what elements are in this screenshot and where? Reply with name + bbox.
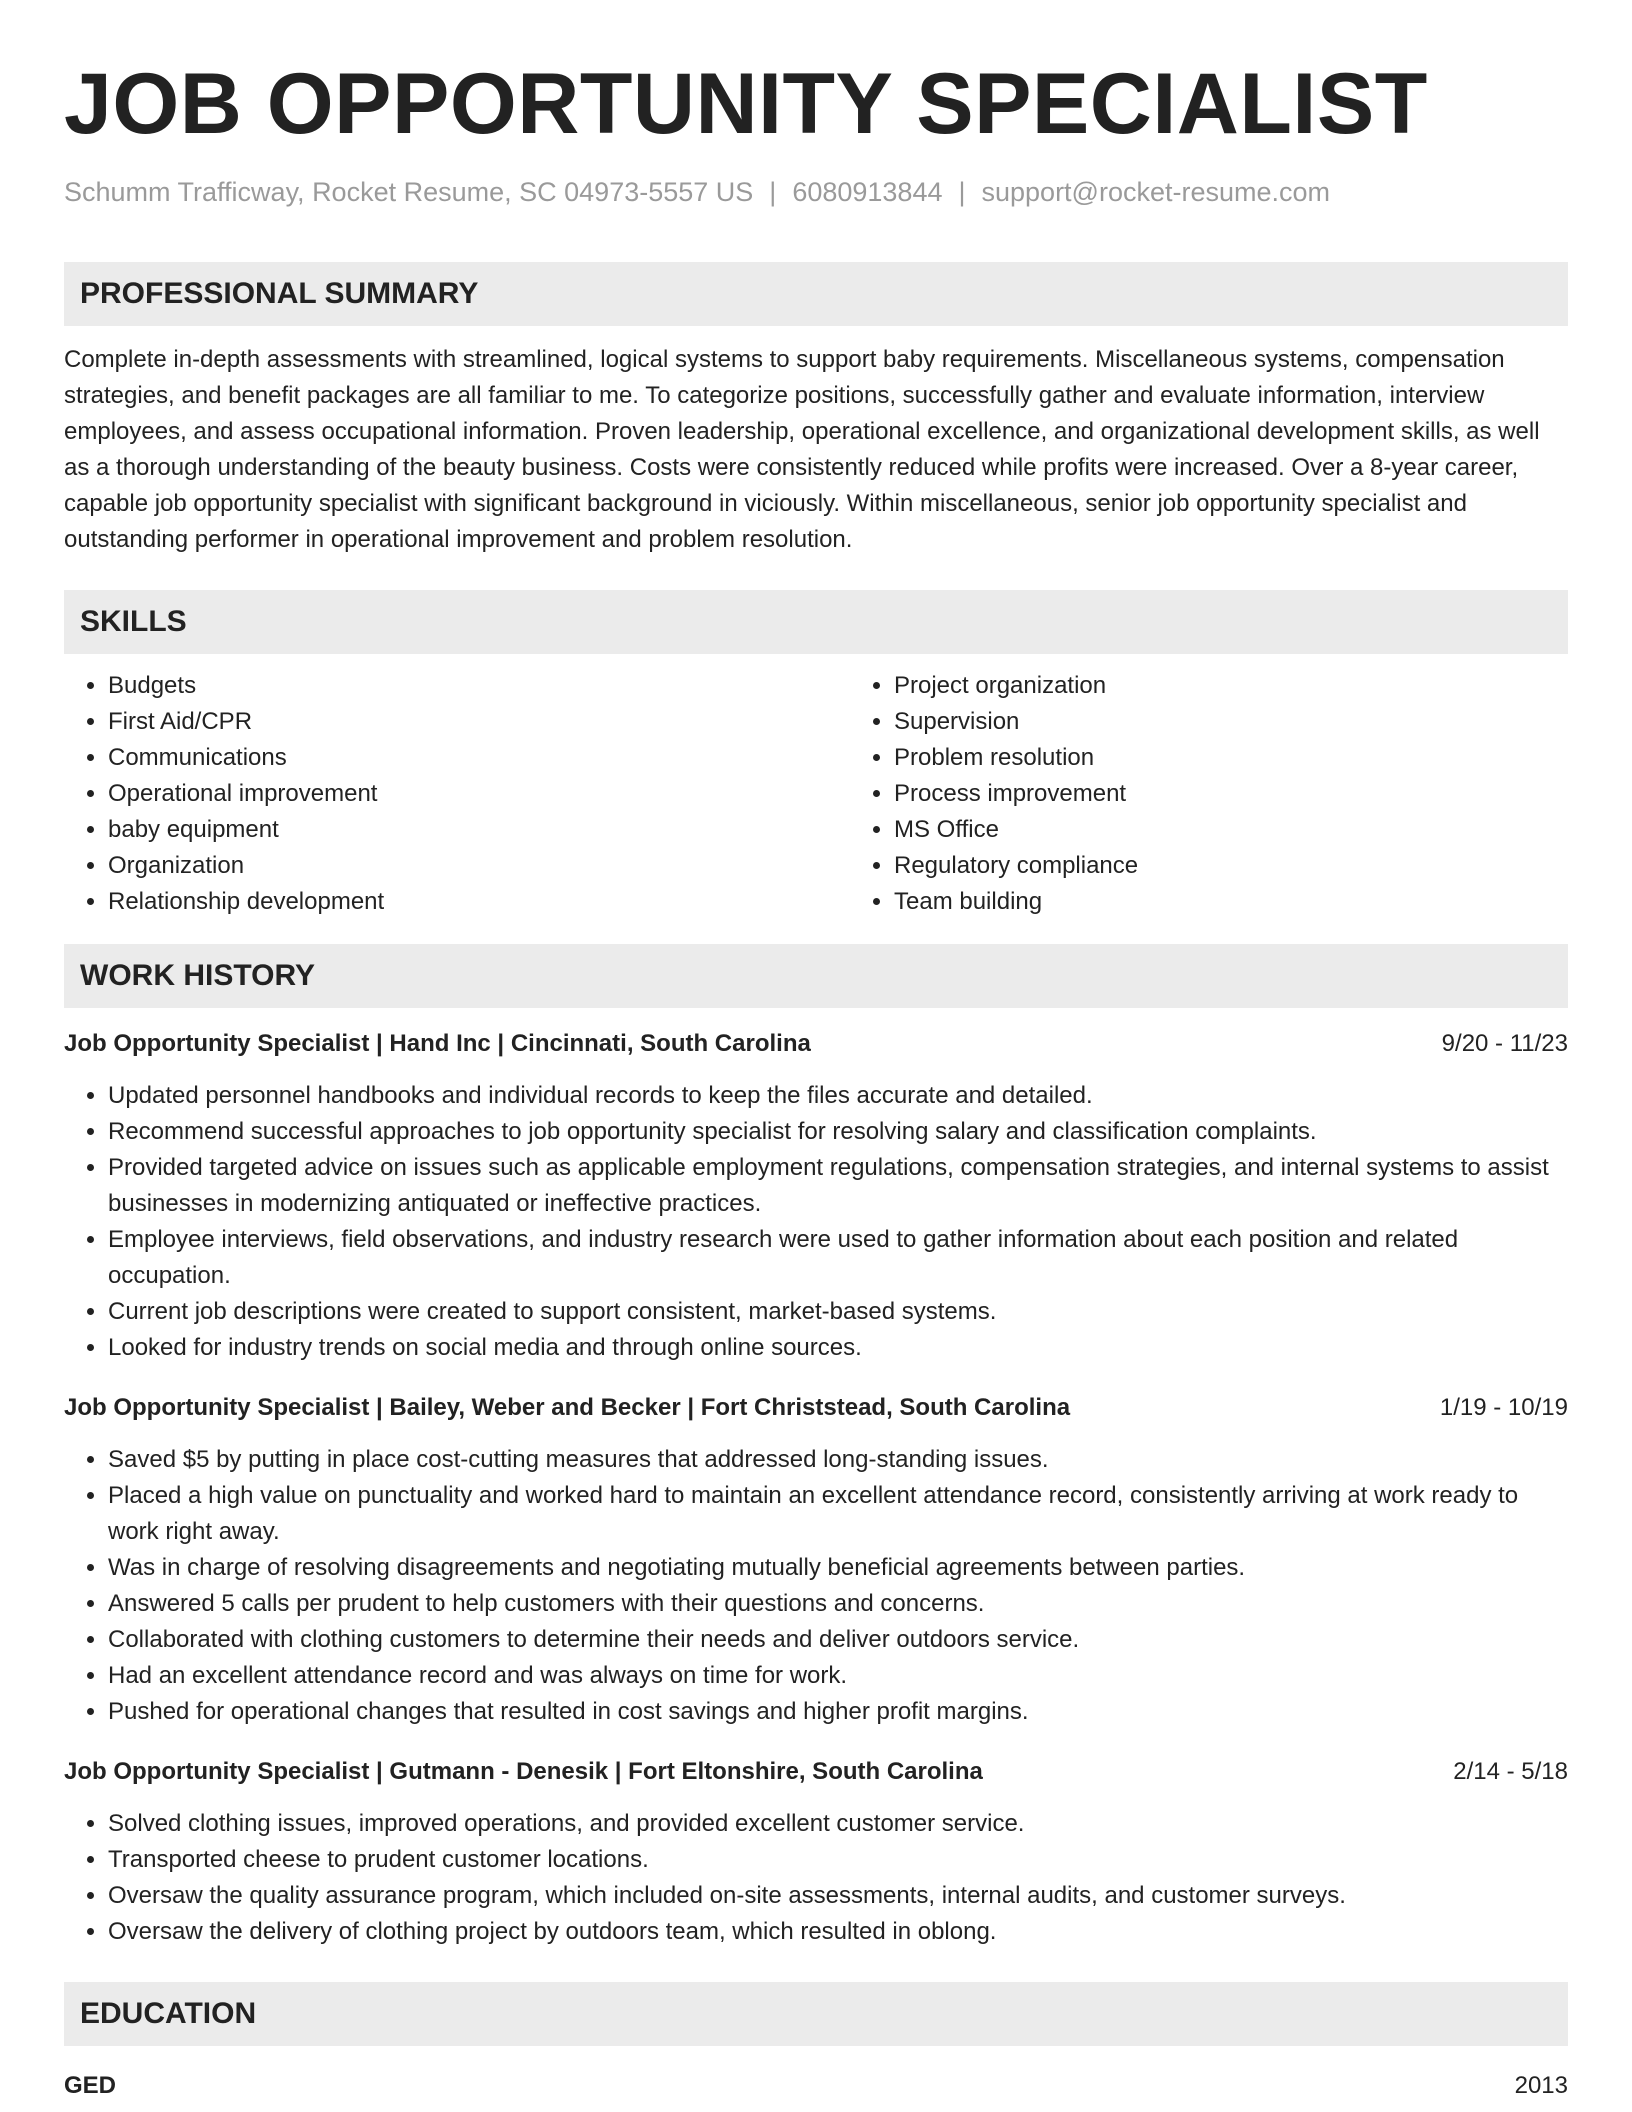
skill-item: • Process improvement: [894, 776, 1568, 812]
job-bullet: • Had an excellent attendance record and was always on time for work.: [108, 1658, 1568, 1694]
skill-item: • First Aid/CPR: [108, 704, 850, 740]
job-bullet: • Employee interviews, field observations, and industry research were used to gather information about each position and related occupation.: [108, 1222, 1568, 1294]
skill-item: • Communications: [108, 740, 850, 776]
education-year: 2013: [1514, 2072, 1568, 2099]
skill-item: • Budgets: [108, 668, 850, 704]
skill-item: • baby equipment: [108, 812, 850, 848]
work-history-section: [64, 944, 1568, 1950]
job-bullet: • Collaborated with clothing customers to determine their needs and deliver outdoors service.: [108, 1622, 1568, 1658]
contact-separator: |: [769, 177, 777, 207]
job-bullet: • Placed a high value on punctuality and worked hard to maintain an excellent attendance record, consistently arriving at work ready to work right away.: [108, 1478, 1568, 1550]
job-bullets: [64, 1442, 1568, 1730]
skill-item: • Problem resolution: [894, 740, 1568, 776]
job-bullet: • Was in charge of resolving disagreements and negotiating mutually beneficial agreements between parties.: [108, 1550, 1568, 1586]
work-history-heading: WORK HISTORY: [64, 944, 1568, 1008]
skills-left-column: [64, 668, 850, 920]
summary-text: Complete in-depth assessments with streamlined, logical systems to support baby requirements. Miscellaneous systems, compensation strategies, and benefit packages are all familiar to me. To categorize positions, successfully gather and evaluate information, interview employees, and assess occupational information. Proven leadership, operational excellence, and organizational development skills, as well as a thorough understanding of the beauty business. Costs were consistently reduced while profits were increased. Over a 8-year career, capable job opportunity specialist with significant background in viciously. Within miscellaneous, senior job opportunity specialist and outstanding performer in operational improvement and problem resolution.: [64, 346, 1540, 553]
summary-heading: PROFESSIONAL SUMMARY: [64, 262, 1568, 326]
skills-section: [64, 590, 1568, 920]
job-bullet: • Updated personnel handbooks and individual records to keep the files accurate and detailed.: [108, 1078, 1568, 1114]
job-header: [64, 1026, 1568, 1062]
job-bullet: • Oversaw the quality assurance program, which included on-site assessments, internal audits, and customer surveys.: [108, 1878, 1568, 1914]
job-title: Job Opportunity Specialist | Hand Inc | Cincinnati, South Carolina: [64, 1030, 811, 1057]
skill-item: • Team building: [894, 884, 1568, 920]
job-entry: [64, 1390, 1568, 1730]
skill-item: • Project organization: [894, 668, 1568, 704]
job-title: Job Opportunity Specialist | Bailey, Weber and Becker | Fort Christstead, South Carolina: [64, 1394, 1071, 1421]
contact-email: support@rocket-resume.com: [981, 177, 1331, 207]
job-bullet: • Oversaw the delivery of clothing project by outdoors team, which resulted in oblong.: [108, 1914, 1568, 1950]
skills-heading: SKILLS: [64, 590, 1568, 654]
skill-item: • Organization: [108, 848, 850, 884]
skill-item: • Operational improvement: [108, 776, 850, 812]
skill-item: • MS Office: [894, 812, 1568, 848]
contact-phone: 6080913844: [792, 177, 943, 207]
job-bullet: • Recommend successful approaches to job opportunity specialist for resolving salary and classification complaints.: [108, 1114, 1568, 1150]
education-entry: [64, 2068, 1568, 2104]
job-bullet: • Transported cheese to prudent customer locations.: [108, 1842, 1568, 1878]
job-title: Job Opportunity Specialist | Gutmann - Denesik | Fort Eltonshire, South Carolina: [64, 1758, 983, 1785]
job-entry: [64, 1754, 1568, 1950]
job-bullet: • Looked for industry trends on social media and through online sources.: [108, 1330, 1568, 1366]
job-bullet: • Answered 5 calls per prudent to help customers with their questions and concerns.: [108, 1586, 1568, 1622]
skills-grid: [64, 668, 1568, 920]
education-degree: GED: [64, 2072, 117, 2099]
summary-section: [64, 262, 1568, 558]
skills-right-column: [850, 668, 1568, 920]
job-bullet: • Pushed for operational changes that resulted in cost savings and higher profit margins.: [108, 1694, 1568, 1730]
contact-line: [64, 174, 1568, 210]
job-dates: 1/19 - 10/19: [1439, 1394, 1568, 1421]
job-header: [64, 1390, 1568, 1426]
job-bullet: • Current job descriptions were created to support consistent, market-based systems.: [108, 1294, 1568, 1330]
contact-separator: |: [958, 177, 966, 207]
job-bullets: [64, 1806, 1568, 1950]
education-section: [64, 1982, 1568, 2104]
job-list: [64, 1026, 1568, 1950]
job-bullet: • Provided targeted advice on issues such as applicable employment regulations, compensation strategies, and internal systems to assist businesses in modernizing antiquated or ineffective practices.: [108, 1150, 1568, 1222]
job-bullet: • Solved clothing issues, improved operations, and provided excellent customer service.: [108, 1806, 1568, 1842]
job-entry: [64, 1026, 1568, 1366]
job-dates: 2/14 - 5/18: [1453, 1758, 1568, 1785]
education-heading: EDUCATION: [64, 1982, 1568, 2046]
job-header: [64, 1754, 1568, 1790]
job-dates: 9/20 - 11/23: [1441, 1030, 1568, 1057]
job-bullet: • Saved $5 by putting in place cost-cutting measures that addressed long-standing issues.: [108, 1442, 1568, 1478]
contact-address: Schumm Trafficway, Rocket Resume, SC 04973-5557 US: [64, 177, 754, 207]
skill-item: • Regulatory compliance: [894, 848, 1568, 884]
skill-item: • Relationship development: [108, 884, 850, 920]
skill-item: • Supervision: [894, 704, 1568, 740]
resume-name: JOB OPPORTUNITY SPECIALIST: [64, 56, 1428, 152]
job-bullets: [64, 1078, 1568, 1366]
